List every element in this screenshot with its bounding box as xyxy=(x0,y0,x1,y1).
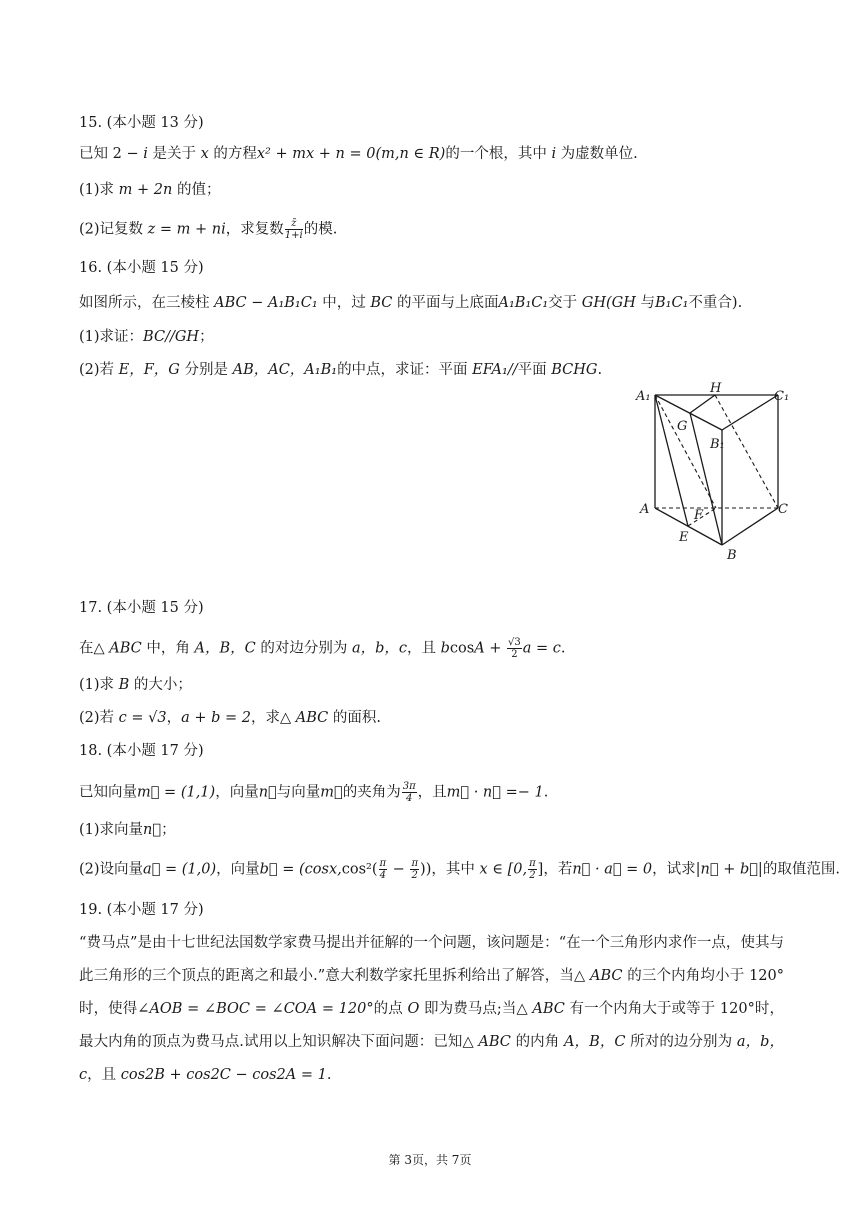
prism-figure xyxy=(630,378,800,568)
q18-part1: (1)求向量n⃗； xyxy=(79,822,176,838)
q16-part2: (2)若 E，F，G 分别是 AB，AC，A₁B₁的中点，求证：平面 EFA₁//平面 BCHG. xyxy=(79,362,603,378)
q18-part2: (2)设向量a⃗ = (1,0)，向量b⃗ = (cosx,cos²( $\frac{\pi}{4}$ − $\frac{\pi}{2}$ ))，其中 x ∈ [0, $\frac{\pi}{2}$ ]，若n⃗ · a⃗ = 0，试求|n⃗ + b⃗|的取值范围. xyxy=(79,858,840,881)
q15-fraction: $\frac{z̄}{1+i}$ xyxy=(284,218,303,241)
q15-heading: 15. (本小题 13 分) xyxy=(79,115,204,131)
edge-b-c xyxy=(722,508,778,545)
q19-heading: 19. (本小题 17 分) xyxy=(79,902,204,918)
label-h: H xyxy=(710,381,722,396)
q16-stem: 如图所示，在三棱柱 ABC − A₁B₁C₁ 中，过 BC 的平面与上底面A₁B₁C₁交于 GH(GH 与B₁C₁不重合). xyxy=(79,295,743,311)
label-e: E xyxy=(679,530,689,545)
segment-g-h xyxy=(690,395,715,413)
segment-e-a1 xyxy=(655,395,688,526)
edge-a-b xyxy=(655,508,722,545)
edge-b1-c1 xyxy=(722,395,778,430)
segment-a1-f-hidden xyxy=(655,395,716,508)
q16-part1: (1)求证：BC//GH； xyxy=(79,329,214,345)
q18-angle-fraction: $\frac{3\pi}{4}$ xyxy=(402,781,416,804)
q17-stem: 在△ ABC 中，角 A，B，C 的对边分别为 a，b，c，且 bcosA + $\frac{√3}{2}$ a = c. xyxy=(79,637,566,660)
label-b1: B₁ xyxy=(710,437,725,452)
label-a: A xyxy=(640,502,650,517)
q17-fraction: $\frac{√3}{2}$ xyxy=(508,637,521,660)
label-c: C xyxy=(778,502,788,517)
label-c1: C₁ xyxy=(774,389,790,404)
q18-heading: 18. (本小题 17 分) xyxy=(79,743,204,759)
label-b: B xyxy=(727,548,737,563)
q15-part1: (1)求 m + 2n 的值； xyxy=(79,182,221,198)
q17-part1: (1)求 B 的大小； xyxy=(79,677,192,693)
segment-g-b xyxy=(690,413,722,545)
label-f: F xyxy=(694,508,704,523)
q17-part2: (2)若 c = √3，a + b = 2，求△ ABC 的面积. xyxy=(79,710,381,726)
edge-a1-b1 xyxy=(655,395,722,430)
label-a1: A₁ xyxy=(636,389,651,404)
page-footer: 第 3页，共 7页 xyxy=(388,1153,472,1167)
label-g: G xyxy=(677,419,688,434)
q16-heading: 16. (本小题 15 分) xyxy=(79,260,204,276)
q18-stem: 已知向量m⃗ = (1,1)，向量n⃗与向量m⃗的夹角为 $\frac{3\pi}{4}$ ，且m⃗ · n⃗ =− 1. xyxy=(79,781,549,804)
q17-heading: 17. (本小题 15 分) xyxy=(79,600,204,616)
q15-part2: (2)记复数 z = m + ni，求复数 $\frac{z̄}{1+i}$ 的模. xyxy=(79,218,338,241)
q19-paragraph: “费马点”是由十七世纪法国数学家费马提出并征解的一个问题，该问题是：“在一个三角形内求作一点，使其与此三角形的三个顶点的距离之和最小.”意大利数学家托里拆利给出了解答，当△ ABC 的三个内角均小于 120°时，使得∠AOB = ∠BOC = ∠COA = 120°的点 O 即为费马点;当△ ABC 有一个内角大于或等于 120°时，最大内角的顶点为费马点.试用以上知识解决下面问题：已知△ ABC 的内角 A，B，C 所对的边分别为 a，b，c，且 cos2B + cos2C − cos2A = 1. xyxy=(79,935,785,1083)
q15-stem: 已知 2 − i 是关于 x 的方程x² + mx + n = 0(m,n ∈ R)的一个根，其中 i 为虚数单位. xyxy=(79,146,638,162)
